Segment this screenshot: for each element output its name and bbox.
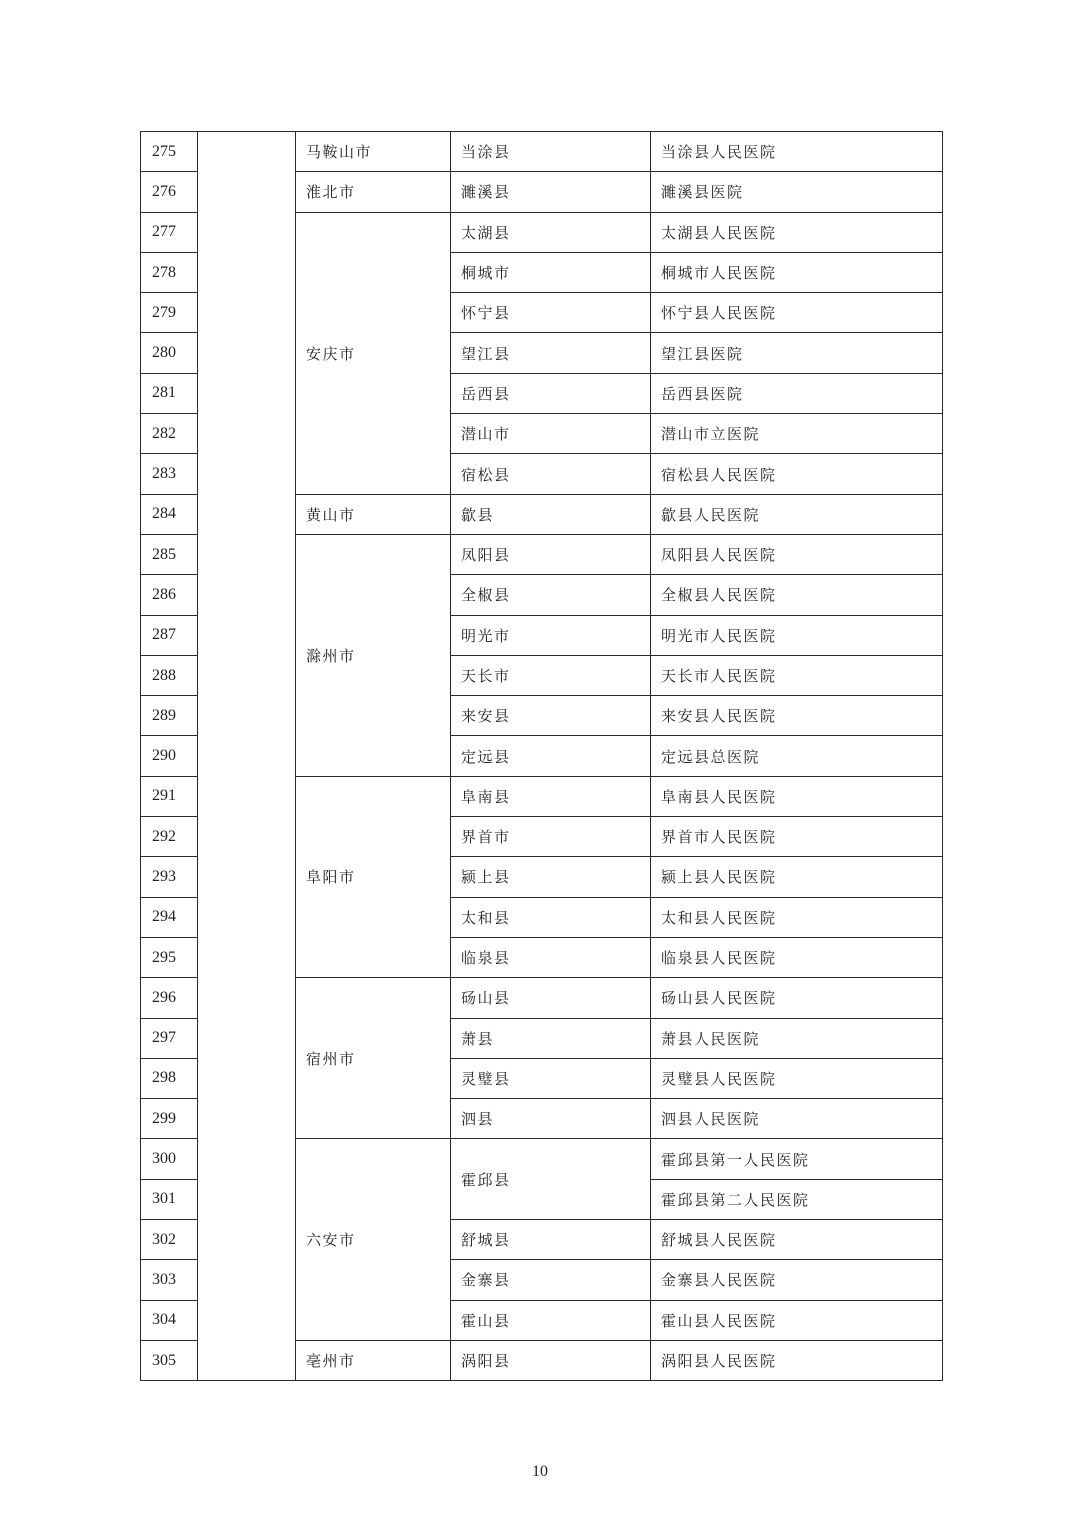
- county-cell: 砀山县: [451, 978, 651, 1018]
- row-number: 287: [141, 615, 198, 655]
- hospital-table: [140, 131, 943, 1381]
- hospital-cell: 界首市人民医院: [651, 817, 943, 857]
- county-cell: 临泉县: [451, 937, 651, 977]
- row-number: 304: [141, 1300, 198, 1340]
- hospital-cell: 舒城县人民医院: [651, 1220, 943, 1260]
- row-number: 302: [141, 1220, 198, 1260]
- row-number: 276: [141, 172, 198, 212]
- row-number: 296: [141, 978, 198, 1018]
- row-number: 297: [141, 1018, 198, 1058]
- county-cell: 怀宁县: [451, 293, 651, 333]
- city-cell: 亳州市: [296, 1340, 451, 1380]
- row-number: 305: [141, 1340, 198, 1380]
- county-cell: 涡阳县: [451, 1340, 651, 1380]
- hospital-cell: 金寨县人民医院: [651, 1260, 943, 1300]
- row-number: 298: [141, 1058, 198, 1098]
- county-cell: 颍上县: [451, 857, 651, 897]
- county-cell: 霍邱县: [451, 1139, 651, 1220]
- row-number: 288: [141, 655, 198, 695]
- county-cell: 灵璧县: [451, 1058, 651, 1098]
- row-number: 289: [141, 696, 198, 736]
- county-cell: 全椒县: [451, 575, 651, 615]
- row-number: 300: [141, 1139, 198, 1179]
- county-cell: 来安县: [451, 696, 651, 736]
- row-number: 281: [141, 373, 198, 413]
- hospital-cell: 阜南县人民医院: [651, 776, 943, 816]
- city-cell: 宿州市: [296, 978, 451, 1139]
- county-cell: 舒城县: [451, 1220, 651, 1260]
- county-cell: 歙县: [451, 494, 651, 534]
- row-number: 290: [141, 736, 198, 776]
- hospital-cell: 灵璧县人民医院: [651, 1058, 943, 1098]
- row-number: 284: [141, 494, 198, 534]
- county-cell: 界首市: [451, 817, 651, 857]
- table-row: [141, 132, 943, 172]
- county-cell: 明光市: [451, 615, 651, 655]
- county-cell: 阜南县: [451, 776, 651, 816]
- row-number: 301: [141, 1179, 198, 1219]
- hospital-cell: 凤阳县人民医院: [651, 534, 943, 574]
- hospital-cell: 太湖县人民医院: [651, 212, 943, 252]
- hospital-table-body: [141, 132, 943, 1381]
- hospital-cell: 濉溪县医院: [651, 172, 943, 212]
- county-cell: 当涂县: [451, 132, 651, 172]
- hospital-cell: 萧县人民医院: [651, 1018, 943, 1058]
- city-cell: 马鞍山市: [296, 132, 451, 172]
- hospital-cell: 宿松县人民医院: [651, 454, 943, 494]
- hospital-cell: 定远县总医院: [651, 736, 943, 776]
- row-number: 286: [141, 575, 198, 615]
- row-number: 279: [141, 293, 198, 333]
- county-cell: 太和县: [451, 897, 651, 937]
- county-cell: 凤阳县: [451, 534, 651, 574]
- hospital-cell: 怀宁县人民医院: [651, 293, 943, 333]
- hospital-cell: 泗县人民医院: [651, 1099, 943, 1139]
- county-cell: 岳西县: [451, 373, 651, 413]
- city-cell: 黄山市: [296, 494, 451, 534]
- hospital-cell: 霍邱县第二人民医院: [651, 1179, 943, 1219]
- county-cell: 濉溪县: [451, 172, 651, 212]
- hospital-cell: 涡阳县人民医院: [651, 1340, 943, 1380]
- county-cell: 桐城市: [451, 252, 651, 292]
- county-cell: 泗县: [451, 1099, 651, 1139]
- city-cell: 安庆市: [296, 212, 451, 494]
- city-cell: 淮北市: [296, 172, 451, 212]
- county-cell: 太湖县: [451, 212, 651, 252]
- row-number: 303: [141, 1260, 198, 1300]
- hospital-cell: 来安县人民医院: [651, 696, 943, 736]
- hospital-cell: 桐城市人民医院: [651, 252, 943, 292]
- hospital-cell: 歙县人民医院: [651, 494, 943, 534]
- hospital-cell: 太和县人民医院: [651, 897, 943, 937]
- city-cell: 滁州市: [296, 534, 451, 776]
- hospital-cell: 岳西县医院: [651, 373, 943, 413]
- city-cell: 阜阳市: [296, 776, 451, 977]
- hospital-cell: 望江县医院: [651, 333, 943, 373]
- hospital-cell: 霍山县人民医院: [651, 1300, 943, 1340]
- county-cell: 宿松县: [451, 454, 651, 494]
- row-number: 293: [141, 857, 198, 897]
- province-cell: [198, 132, 296, 1381]
- city-cell: 六安市: [296, 1139, 451, 1340]
- row-number: 282: [141, 414, 198, 454]
- county-cell: 天长市: [451, 655, 651, 695]
- hospital-cell: 天长市人民医院: [651, 655, 943, 695]
- county-cell: 萧县: [451, 1018, 651, 1058]
- hospital-cell: 潜山市立医院: [651, 414, 943, 454]
- row-number: 283: [141, 454, 198, 494]
- county-cell: 望江县: [451, 333, 651, 373]
- row-number: 275: [141, 132, 198, 172]
- row-number: 295: [141, 937, 198, 977]
- row-number: 291: [141, 776, 198, 816]
- hospital-cell: 临泉县人民医院: [651, 937, 943, 977]
- row-number: 278: [141, 252, 198, 292]
- hospital-cell: 全椒县人民医院: [651, 575, 943, 615]
- county-cell: 霍山县: [451, 1300, 651, 1340]
- county-cell: 金寨县: [451, 1260, 651, 1300]
- county-cell: 定远县: [451, 736, 651, 776]
- row-number: 292: [141, 817, 198, 857]
- row-number: 294: [141, 897, 198, 937]
- row-number: 285: [141, 534, 198, 574]
- hospital-cell: 霍邱县第一人民医院: [651, 1139, 943, 1179]
- hospital-cell: 明光市人民医院: [651, 615, 943, 655]
- hospital-cell: 颍上县人民医院: [651, 857, 943, 897]
- row-number: 280: [141, 333, 198, 373]
- hospital-cell: 砀山县人民医院: [651, 978, 943, 1018]
- page-number: 10: [532, 1463, 548, 1480]
- hospital-cell: 当涂县人民医院: [651, 132, 943, 172]
- row-number: 277: [141, 212, 198, 252]
- county-cell: 潜山市: [451, 414, 651, 454]
- row-number: 299: [141, 1099, 198, 1139]
